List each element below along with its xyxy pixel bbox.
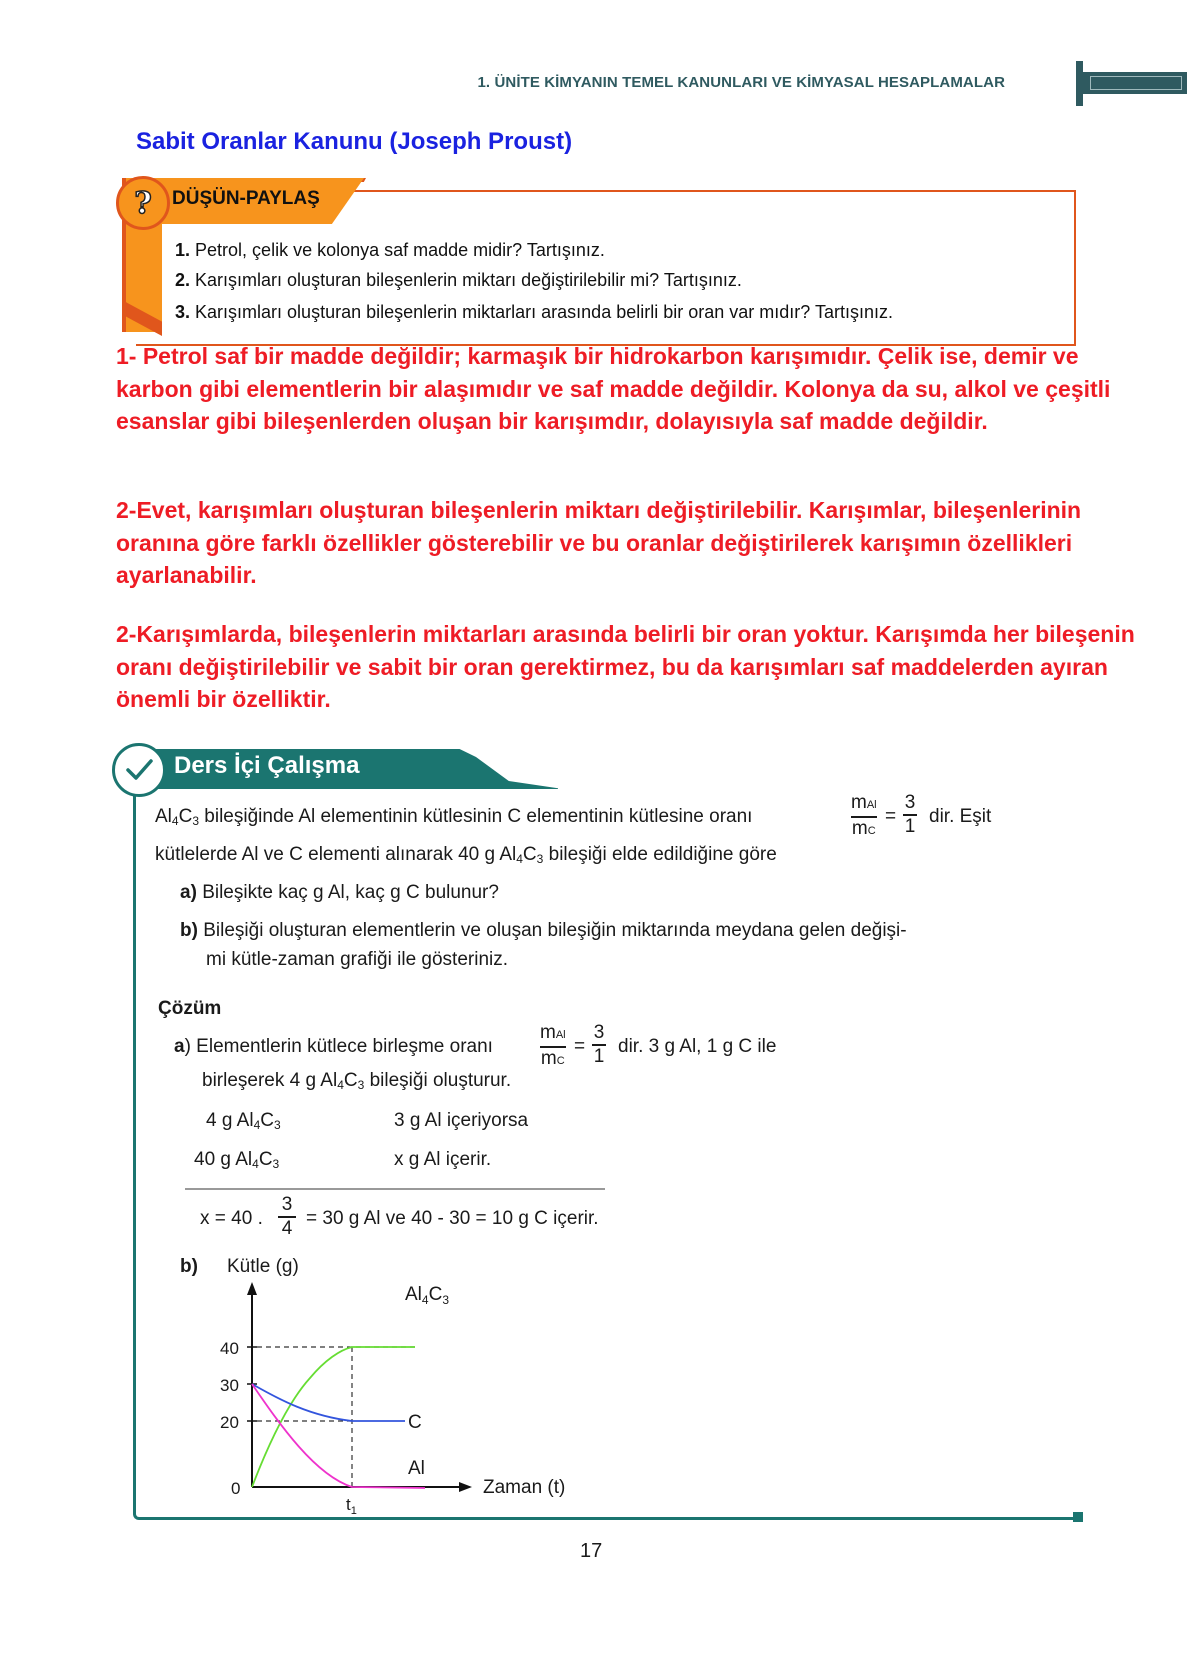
- series-label-al: Al: [408, 1458, 425, 1479]
- problem-part-b-cont: mi kütle-zaman grafiği ile gösteriniz.: [206, 949, 509, 970]
- checkmark-icon: [124, 755, 154, 785]
- answer-1: 1- Petrol saf bir madde değildir; karmaşık bir hidrokarbon karışımıdır. Çelik ise, demir ve karbon gibi elementlerin bir alaşımıdır ve saf madde değildir. Kolonya da su, alkol ve çeşitli esanslar gibi bileşenlerden oluşan bir karışımdır, dolayısıyla saf madde değildir.: [116, 343, 1111, 434]
- series-label-c: C: [408, 1412, 422, 1433]
- y-tick-40: 40: [220, 1339, 239, 1358]
- problem-part-a: a) Bileşikte kaç g Al, kaç g C bulunur?: [180, 882, 499, 903]
- series-al-line: [252, 1384, 425, 1488]
- proportion-row-2-left: 40 g $Al_4C_3$: [194, 1149, 280, 1171]
- solution-a-line-2: birleşerek 4 g $Al_4C_3$ bileşiği oluşturur.: [202, 1070, 512, 1092]
- solution-a-line-1-end: dir. 3 g Al, 1 g C ile: [618, 1036, 777, 1057]
- problem-line-2: kütlelerde Al ve C elementi alınarak 40 g $Al_4C_3$ bileşiği elde edildiğine göre: [155, 844, 777, 866]
- ratio-mass-fraction: mAl mC: [851, 792, 877, 839]
- problem-part-b: b) Bileşiği oluşturan elementlerin ve oluşan bileşiğin miktarında meydana gelen değişi-: [180, 920, 907, 941]
- mass-time-chart: [200, 1250, 600, 1520]
- proportion-row-1-left: 4 g $Al_4C_3$: [206, 1110, 281, 1132]
- y-tick-0: 0: [231, 1479, 241, 1498]
- ratio-value-fraction: 3 1: [904, 792, 916, 837]
- y-axis-label: Kütle (g): [227, 1256, 299, 1277]
- equals-sign: =: [885, 806, 897, 827]
- series-al4c3-line: [252, 1347, 415, 1487]
- unit-header-title: 1. ÜNİTE KİMYANIN TEMEL KANUNLARI VE KİMYASAL HESAPLAMALAR: [477, 74, 1005, 91]
- x-axis-arrow-icon: [459, 1482, 472, 1492]
- solution-a-line-1: a) Elementlerin kütlece birleşme oranı: [174, 1036, 493, 1057]
- proportion-row-2-right: x g Al içerir.: [394, 1149, 492, 1170]
- y-tick-20: 20: [220, 1413, 239, 1432]
- x-calculation-result: = 30 g Al ve 40 - 30 = 10 g C içerir.: [306, 1208, 599, 1229]
- problem-line-1: $Al_4C_3$ bileşiğinde Al elementinin kütlesinin C elementinin kütlesine oranı: [155, 806, 753, 828]
- x-tick-t1: $t_1$: [346, 1495, 357, 1517]
- x-calculation-pre: x = 40 .: [200, 1208, 263, 1229]
- y-axis-arrow-icon: [247, 1282, 257, 1295]
- equals-sign: =: [574, 1036, 586, 1057]
- solution-value-fraction: 3 1: [593, 1022, 605, 1067]
- x-fraction: 3 4: [278, 1194, 296, 1240]
- solution-ratio-fraction: mAl mC: [540, 1022, 566, 1069]
- section-title: Sabit Oranlar Kanunu (Joseph Proust): [136, 128, 573, 155]
- solution-title: Çözüm: [158, 998, 222, 1019]
- answer-3: 2-Karışımlarda, bileşenlerin miktarları arasında belirli bir oran yoktur. Karışımda her bileşenin oranı değiştirilebilir ve sabit bir oran gerektirmez, bu da karışımları saf maddelerden ayıran önemli bir özelliktir.: [116, 621, 1135, 712]
- ders-ici-title: Ders İçi Çalışma: [174, 752, 360, 779]
- solution-b-label: b): [180, 1256, 198, 1277]
- proportion-row-1-right: 3 g Al içeriyorsa: [394, 1110, 529, 1131]
- frame-end-marker: [1073, 1512, 1083, 1522]
- header-tab-decoration: [1076, 61, 1187, 106]
- problem-line-1-end: dir. Eşit: [929, 806, 992, 827]
- page-number: 17: [580, 1540, 603, 1562]
- proportion-divider: [185, 1188, 605, 1190]
- question-item: 1. Petrol, çelik ve kolonya saf madde midir? Tartışınız.: [175, 240, 605, 260]
- question-mark-icon: ?: [116, 176, 170, 230]
- series-label-al4c3: $Al_4C_3$: [405, 1284, 450, 1307]
- x-axis-label: Zaman (t): [483, 1477, 566, 1498]
- dusun-paylas-label: DÜŞÜN-PAYLAŞ: [172, 188, 320, 209]
- question-item: 2. Karışımları oluşturan bileşenlerin miktarı değiştirilebilir mi? Tartışınız.: [175, 270, 742, 290]
- answer-2: 2-Evet, karışımları oluşturan bileşenlerin miktarı değiştirilebilir. Karışımlar, bileşenlerinin oranına göre farklı özellikler gösterebilir ve bu oranlar değiştirilerek karışımın özellikleri ayarlanabilir.: [116, 497, 1082, 588]
- y-tick-30: 30: [220, 1376, 239, 1395]
- question-item: 3. Karışımları oluşturan bileşenlerin miktarları arasında belirli bir oran var mıdır? Tartışınız.: [175, 302, 893, 322]
